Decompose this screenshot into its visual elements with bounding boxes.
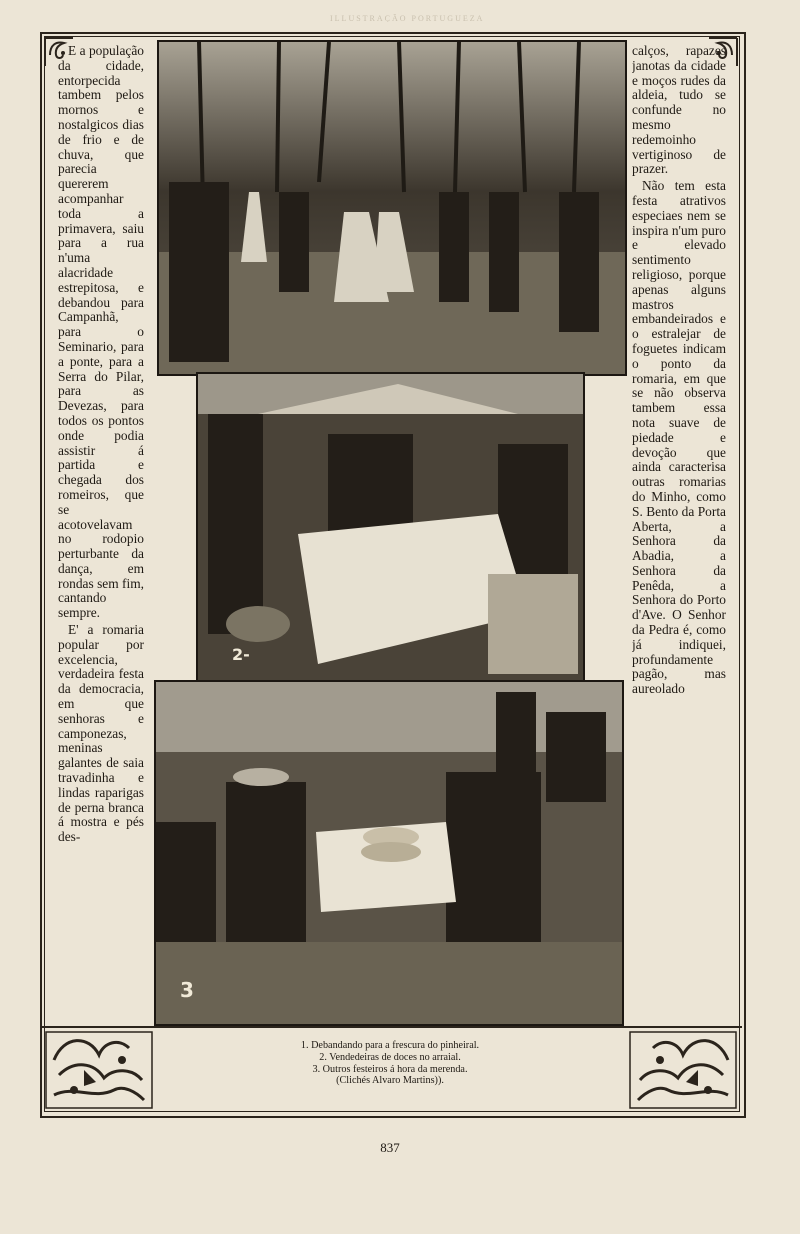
paragraph: calços, rapazes janotas da cidade e moços rudes da aldeia, tudo se confunde no mesmo redemoinho vertiginoso de prazer.	[632, 44, 726, 177]
paragraph: E' a romaria popular por excelencia, verdadeira festa da democracia, em que senhoras e camponezas, meninas galantes de saia travadinha e lindas raparigas de perna branca á mostra e pés des-	[58, 622, 144, 845]
caption-line: 3. Outros festeiros á hora da merenda.	[312, 1063, 468, 1075]
paragraph: Não tem esta festa atrativos especiaes nem se inspira n'um puro e elevado sentimento religioso, porque apenas alguns mastros embandeirados e o estralejar de foguetes indicam o ponto da romaria, em que se não observa tambem essa nota suave de piedade e devoção que ainda caracterisa outras romarias do Minho, como S. Bento da Porta Aberta, a Senhora da Abadia, a Senhora da Penêda, a Senhora do Porto d'Ave. O Senhor da Pedra é, como já indiquei, profundamente pagão, mas aureolado	[632, 178, 726, 697]
photo-pine-grove-crowd	[157, 40, 627, 376]
caption-divider	[40, 1026, 742, 1028]
photo-credit: (Clichés Alvaro Martins)).	[336, 1075, 444, 1087]
caption-line: 1. Debandando para a frescura do pinheiral.	[300, 1040, 480, 1051]
caption-line: 2. Vendedeiras de doces no arraial.	[319, 1051, 461, 1063]
page-number: 837	[380, 1140, 400, 1155]
photo-number: 2-	[232, 645, 250, 664]
article-right-column	[632, 44, 726, 1016]
floral-ornament-icon	[628, 1030, 738, 1110]
photo-captions	[160, 1040, 620, 1087]
floral-ornament-icon	[44, 1030, 154, 1110]
photo-number: 3	[180, 978, 194, 1002]
running-head: ILLUSTRAÇÃO PORTUGUEZA	[330, 14, 485, 22]
photo-picnic	[154, 680, 624, 1026]
photo-sweet-vendors	[196, 372, 585, 682]
paragraph: E a população da cidade, entorpecida tambem pelos mornos e nostalgicos dias de frio e de chuva, que parecia quererem acompanhar toda a primavera, saiu para a rua n'uma alacridade estrepitosa, e debandou para Campanhã, para o Seminario, para a ponte, para a Serra do Pilar, para as Devezas, para todos os pontos onde podia assistir á partida e chegada dos romeiros, que se acotovelavam no rodopio perturbante da dança, em rondas sem fim, cantando sempre.	[58, 44, 144, 621]
article-left-column	[58, 44, 144, 1016]
